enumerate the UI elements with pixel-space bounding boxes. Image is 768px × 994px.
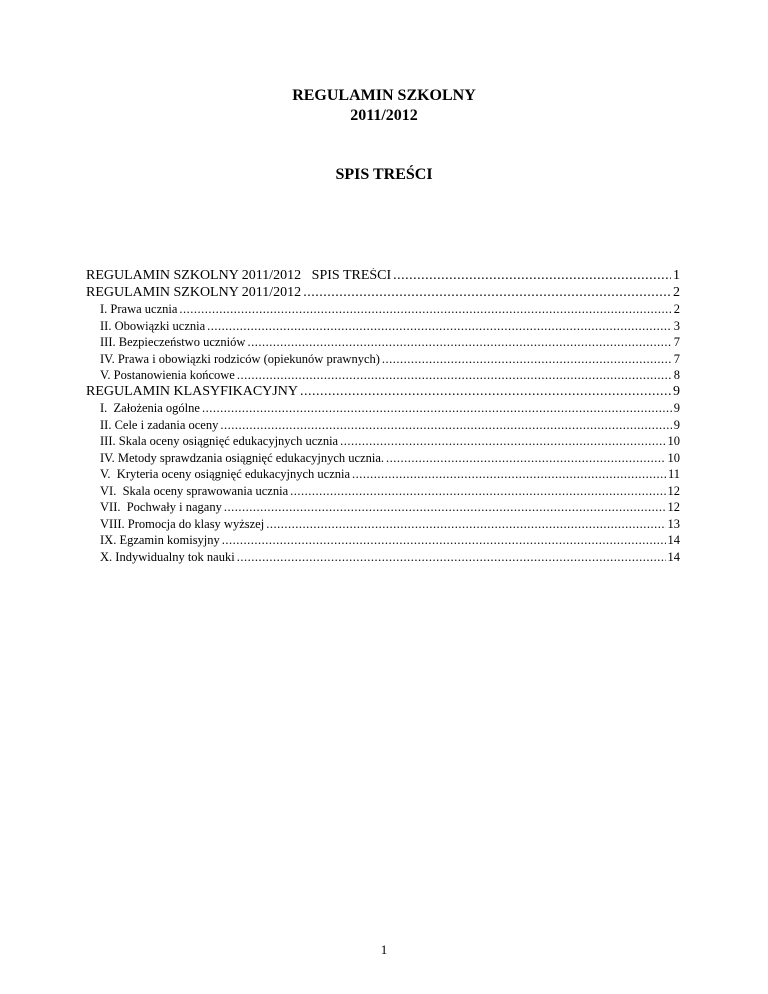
toc-entry-page: 14 (667, 533, 680, 547)
toc-entry[interactable] (86, 301, 680, 318)
toc-dot-leader (207, 318, 672, 335)
table-of-contents (86, 268, 680, 565)
toc-dot-leader (224, 499, 666, 516)
toc-dot-leader (340, 433, 665, 450)
toc-entry-label: REGULAMIN SZKOLNY 2011/2012 SPIS TREŚCI (86, 268, 392, 283)
toc-entry-page: 12 (667, 483, 680, 498)
toc-entry-label: REGULAMIN SZKOLNY 2011/2012 (86, 284, 302, 300)
toc-dot-leader (290, 483, 665, 500)
toc-entry-label: VIII. Promocja do klasy wyższej (100, 516, 265, 531)
toc-entry-label: I. Założenia ogólne (100, 401, 200, 415)
toc-entry[interactable] (86, 400, 680, 417)
toc-dot-leader (237, 549, 666, 566)
toc-entry-label: VI. Skala oceny sprawowania ucznia (100, 483, 289, 498)
toc-dot-leader (266, 516, 665, 533)
toc-entry-page: 12 (667, 500, 680, 514)
toc-entry-page: 2 (673, 302, 680, 316)
toc-dot-leader (382, 351, 672, 368)
toc-entry[interactable] (86, 516, 680, 533)
toc-entry-label: I. Prawa ucznia (100, 302, 178, 316)
toc-entry-label: V. Kryteria oceny osiągnięć edukacyjnych ucznia (100, 467, 351, 481)
toc-entry-page: 9 (673, 417, 680, 432)
toc-entry-label: IV. Prawa i obowiązki rodziców (opiekunów prawnych) (100, 351, 380, 366)
toc-entry-page: 9 (673, 401, 680, 415)
toc-entry[interactable] (86, 532, 680, 549)
toc-dot-leader (352, 466, 666, 483)
toc-entry-page: 14 (667, 549, 680, 564)
toc-entry-label: III. Bezpieczeństwo uczniów (100, 335, 246, 349)
toc-heading: SPIS TREŚCI (335, 166, 433, 183)
toc-dot-leader (393, 268, 671, 285)
toc-entry-page: 3 (673, 318, 680, 333)
toc-dot-leader (247, 334, 671, 351)
toc-entry[interactable] (86, 417, 680, 434)
toc-dot-leader (386, 450, 665, 467)
toc-entry-page: 10 (667, 434, 680, 448)
toc-entry-page: 1 (673, 268, 680, 283)
toc-entry-label: II. Cele i zadania oceny (100, 417, 219, 432)
toc-dot-leader (300, 384, 671, 401)
toc-entry-label: IV. Metody sprawdzania osiągnięć edukacyjnych ucznia. (100, 450, 385, 465)
toc-dot-leader (202, 400, 672, 417)
toc-entry-page: 8 (673, 368, 680, 382)
toc-dot-leader (303, 285, 671, 302)
toc-entry-label: III. Skala oceny osiągnięć edukacyjnych ucznia (100, 434, 339, 448)
toc-entry-label: X. Indywidualny tok nauki (100, 549, 235, 564)
toc-entry-label: REGULAMIN KLASYFIKACYJNY (86, 383, 298, 399)
toc-entry-label: II. Obowiązki ucznia (100, 318, 206, 333)
toc-entry[interactable] (86, 450, 680, 467)
toc-entry[interactable] (86, 549, 680, 566)
toc-entry-page: 11 (667, 467, 680, 481)
document-title: REGULAMIN SZKOLNY (292, 87, 476, 104)
toc-entry[interactable] (86, 285, 680, 302)
toc-entry-page: 7 (673, 351, 680, 366)
toc-entry-page: 9 (673, 383, 680, 399)
toc-entry[interactable] (86, 433, 680, 450)
toc-entry[interactable] (86, 268, 680, 285)
toc-entry[interactable] (86, 384, 680, 401)
toc-entry[interactable] (86, 334, 680, 351)
toc-entry[interactable] (86, 367, 680, 384)
document-year: 2011/2012 (350, 107, 418, 124)
page-number: 1 (380, 942, 388, 957)
toc-entry[interactable] (86, 466, 680, 483)
toc-entry-page: 2 (673, 284, 680, 300)
toc-entry-page: 10 (667, 450, 680, 465)
toc-dot-leader (220, 417, 671, 434)
toc-entry-label: VII. Pochwały i nagany (100, 500, 222, 514)
toc-entry[interactable] (86, 483, 680, 500)
toc-entry[interactable] (86, 499, 680, 516)
toc-dot-leader (237, 367, 672, 384)
toc-entry-page: 7 (673, 335, 680, 349)
toc-entry[interactable] (86, 351, 680, 368)
toc-entry-label: V. Postanowienia końcowe (100, 368, 235, 382)
toc-dot-leader (179, 301, 671, 318)
toc-entry-page: 13 (667, 516, 680, 531)
toc-entry-label: IX. Egzamin komisyjny (100, 533, 220, 547)
toc-entry[interactable] (86, 318, 680, 335)
toc-dot-leader (222, 532, 666, 549)
